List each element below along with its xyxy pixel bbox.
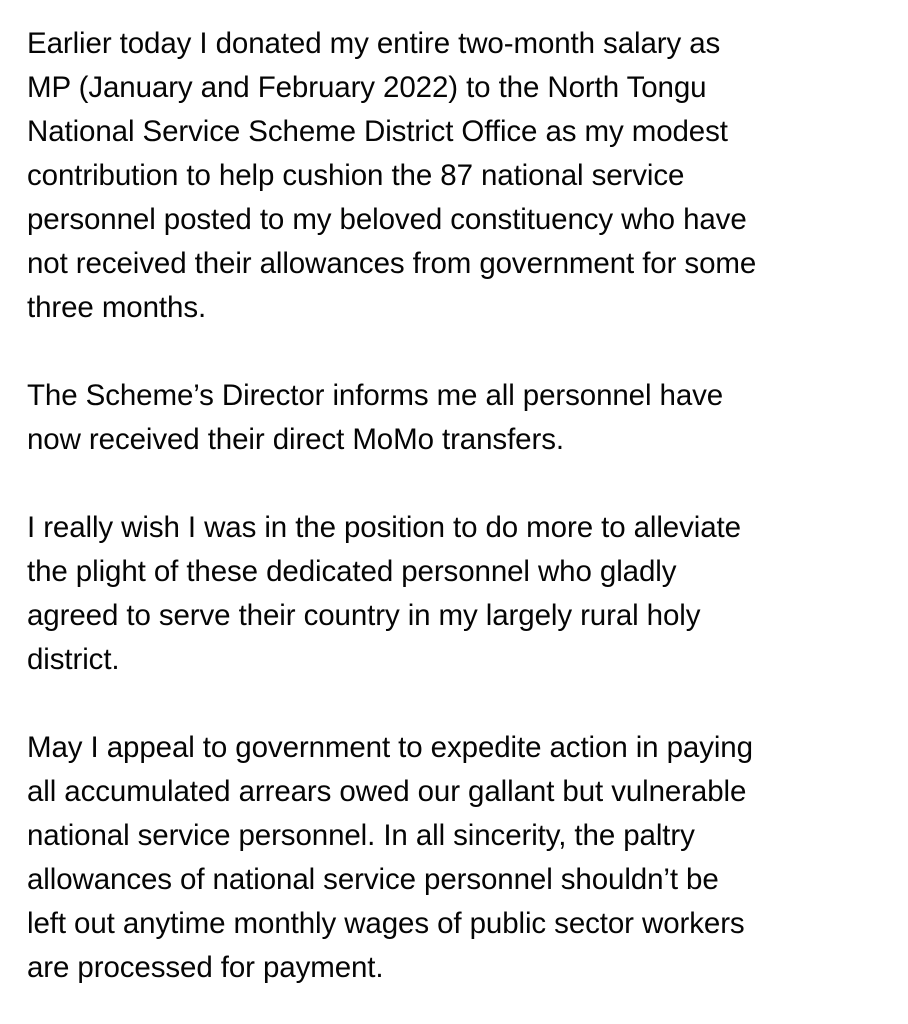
post-body <box>27 22 889 990</box>
post-paragraph: Earlier today I donated my entire two-month salary as MP (January and February 2022) to the North Tongu National Service Scheme District Office as my modest contribution to help cushion the 87 national service personnel posted to my beloved constituency who have not received their allowances from government for some three months. <box>27 27 757 324</box>
post-paragraph: The Scheme’s Director informs me all personnel have now received their direct MoMo transfers. <box>27 379 724 456</box>
post-paragraph: I really wish I was in the position to do more to alleviate the plight of these dedicated personnel who gladly agreed to serve their country in my largely rural holy district. <box>27 511 741 676</box>
post-paragraph: May I appeal to government to expedite action in paying all accumulated arrears owed our gallant but vulnerable national service personnel. In all sincerity, the paltry allowances of national service personnel shouldn’t be left out anytime monthly wages of public sector workers are processed for payment. <box>27 731 753 984</box>
